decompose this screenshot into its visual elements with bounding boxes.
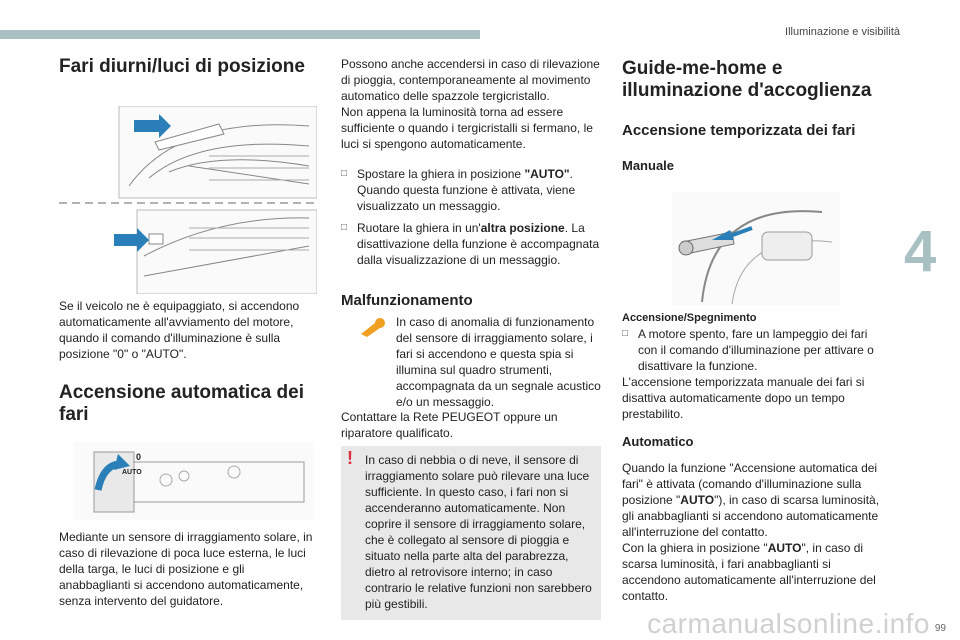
watermark: carmanualsonline.info [647,608,930,639]
lights-off-text: Non appena la luminosità torna ad essere sufficiente o quando i tergicristalli si fermano, le luci si spengono automaticamente. [341,105,593,151]
column-1 [59,56,314,78]
daytime-lights-text: Se il veicolo ne è equipaggiato, si accendono automaticamente all'avviamento del motore, quando il comando d'illuminazione è sulla posizione "0" o "AUTO". [59,299,300,361]
title-malfunction: Malfunzionamento [341,292,473,309]
title-auto-headlights: Accensione automatica dei fari [59,382,304,425]
bullet-mark: □ [622,328,629,339]
bullet-mark: □ [341,222,348,233]
top-accent-bar [0,30,480,39]
title-automatic: Automatico [622,434,694,449]
warning-icon: ! [347,448,353,468]
bullet-engine-off: □ A motore spento, fare un lampeggio dei fari con il comando d'illuminazione per attivare o disattivare la funzione. [622,327,874,373]
bullet-mark: □ [341,168,348,179]
column-3 [622,58,884,174]
title-guide-me-home: Guide-me-home e illuminazione d'accoglienza [622,58,872,101]
automatic-text: Quando la funzione "Accensione automatica dei fari" è attivata (comando d'illuminazione sulla posizione "AUTO"), in caso di scarsa luminosità, gli anabbaglianti si accendono automaticamente all'interruzione del contatto. [622,461,880,539]
stalk-label-zero: 0 [136,452,142,462]
ring-auto-text: Con la ghiera in posizione "AUTO", in caso di scarsa luminosità, i fari anabbaglianti si accendono automaticamente all'interruzione del contatto. [622,541,876,603]
contact-text: Contattare la Rete PEUGEOT oppure un riparatore qualificato. [341,410,558,440]
auto-headlights-text: Mediante un sensore di irraggiamento solare, in caso di rilevazione di poca luce esterna, le luci della targa, le luci di posizione e gli anabbaglianti si accendono automaticamente, senza intervento del guidatore. [59,530,313,608]
bullet-auto: □ Spostare la ghiera in posizione "AUTO". Quando questa funzione è attivata, viene visualizzato un messaggio. [341,167,576,213]
title-manual: Manuale [622,158,675,173]
warning-note [341,446,601,620]
title-timed-lighting: Accensione temporizzata dei fari [622,122,856,139]
bullet-other-position: □ Ruotare la ghiera in un'altra posizione. La disattivazione della funzione è accompagnata dalla visualizzazione di un messaggio. [341,221,600,267]
page-number: 99 [934,623,946,634]
malfunction-text: In caso di anomalia di funzionamento del sensore di irraggiamento solare, i fari si accendono e questa spia si illumina sul quadro strumenti, accompagnata da un segnale acustico e/o un messaggio. [396,315,601,409]
rain-text: Possono anche accendersi in caso di rilevazione di pioggia, contemporaneamente al movimento automatico delle spazzole tergicristallo. [341,57,600,103]
column-2 [341,56,603,268]
wrench-icon [359,318,385,338]
headlight-illustration [59,106,317,294]
steering-stalk-illustration [672,192,840,306]
running-header: Illuminazione e visibilità [785,26,900,38]
manual-disable-text: L'accensione temporizzata manuale dei fari si disattiva automaticamente dopo un tempo prestabilito. [622,375,865,421]
title-daytime-lights: Fari diurni/luci di posizione [59,56,305,77]
caption-on-off: Accensione/Spegnimento [622,312,757,324]
stalk-label-auto: AUTO [122,469,142,476]
lighting-stalk-illustration [74,442,314,520]
chapter-number: 4 [904,219,937,284]
warning-note-text: In caso di nebbia o di neve, il sensore di irraggiamento solare può rilevare una luce sufficiente. In questo caso, i fari non si accenderanno automaticamente. Non coprire il sensore di irraggiamento solare, che è collegato al sensore di pioggia e situato nella parte alta del parabrezza, dietro al retrovisore interno; in caso contrario le relative funzioni non sarebbero più gestibili. [365,453,592,611]
